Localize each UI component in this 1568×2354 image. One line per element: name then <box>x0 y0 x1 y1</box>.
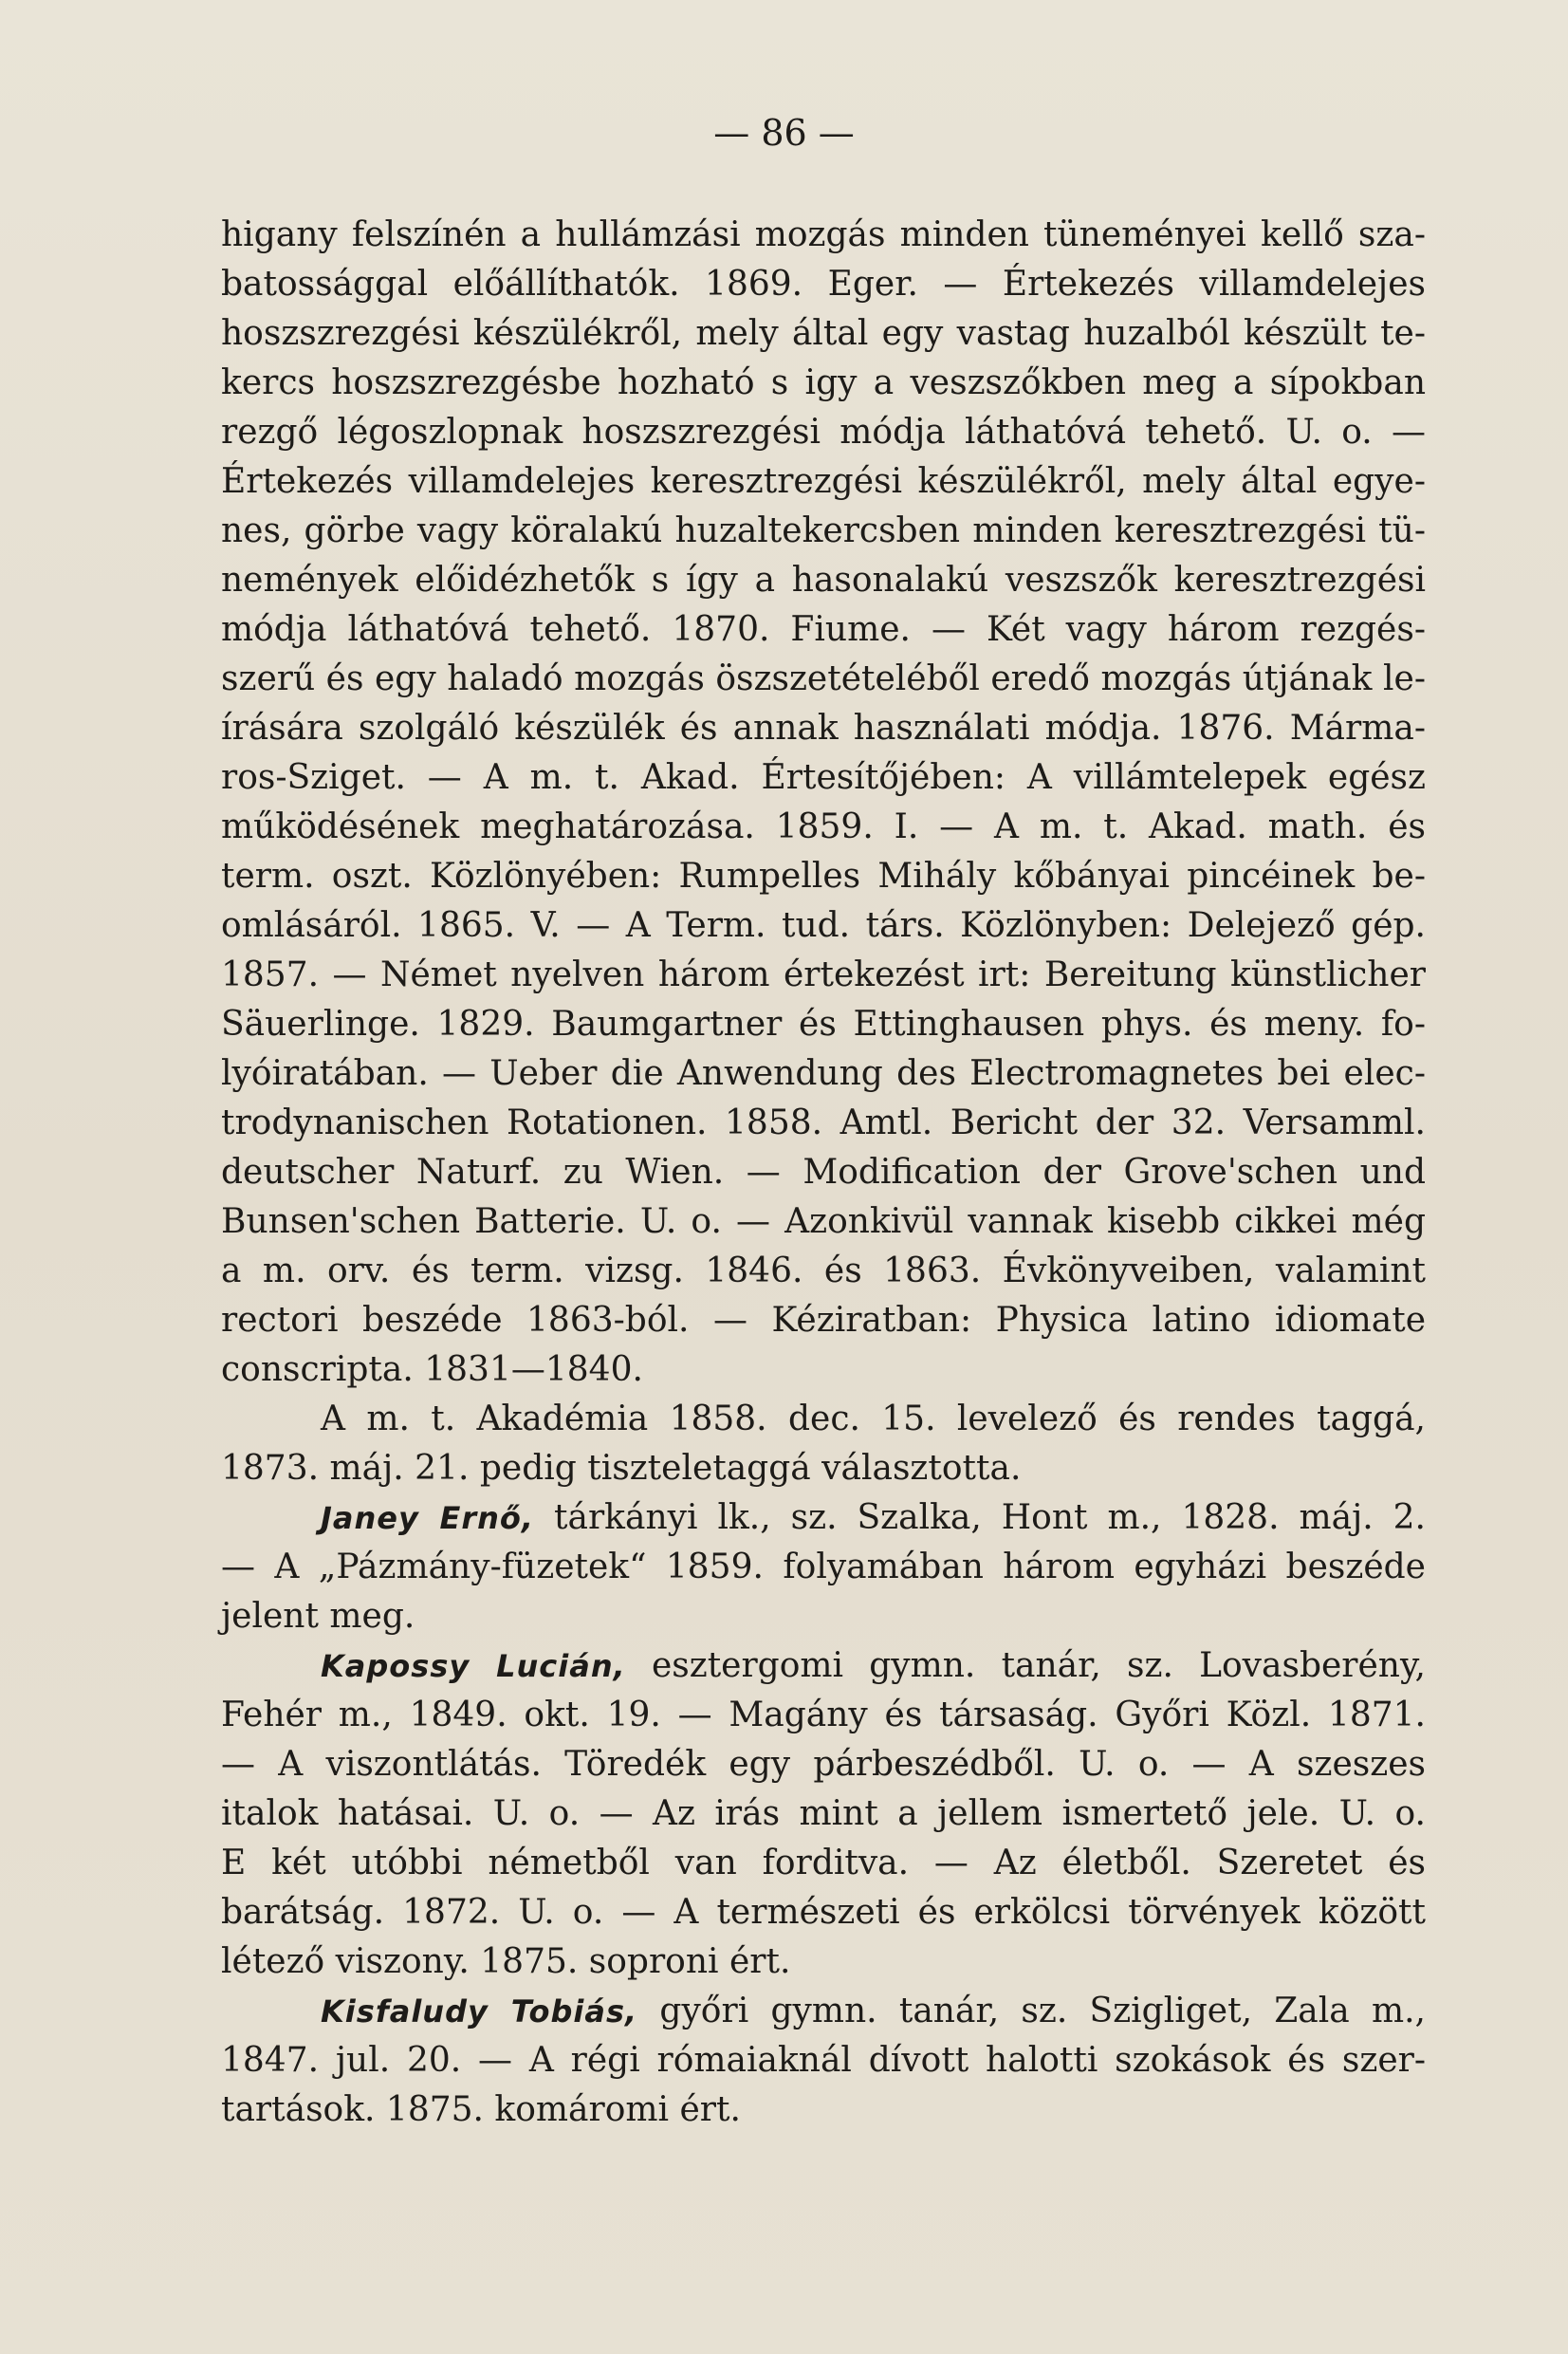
entry-line <box>221 1641 1426 1691</box>
text-line: tartások. 1875. komáromi ért. <box>221 2090 741 2129</box>
text-line: E két utóbbi németből van forditva. — Az életből. Szeretet és <box>221 1844 1426 1882</box>
text-line: hoszszrezgési készülékről, mely által egy vastag huzalból készült te- <box>221 314 1426 353</box>
page-number: — 86 — <box>713 112 855 154</box>
text-line: módja láthatóvá tehető. 1870. Fiume. — Két vagy három rezgés- <box>221 610 1426 649</box>
text-line: 1847. jul. 20. — A régi rómaiaknál dívott halotti szokások és szer- <box>221 2041 1426 2080</box>
person-name: Janey Ernő, <box>321 1500 535 1536</box>
text-line: 1857. — Német nyelven három értekezést irt: Bereitung künstlicher <box>221 955 1426 994</box>
text-line: Säuerlinge. 1829. Baumgartner és Ettinghausen phys. és meny. fo- <box>221 1005 1426 1044</box>
text-line: Bunsen'schen Batterie. U. o. — Azonkivül vannak kisebb cikkei még <box>221 1202 1426 1241</box>
text-line: rectori beszéde 1863-ból. — Kéziratban: Physica latino idiomate <box>221 1301 1426 1340</box>
entry-line <box>221 1493 1426 1543</box>
text-line: ros-Sziget. — A m. t. Akad. Értesítőjében: A villámtelepek egész <box>221 758 1426 797</box>
text-line: 1873. máj. 21. pedig tiszteletaggá választotta. <box>221 1449 1022 1488</box>
text-line: term. oszt. Közlönyében: Rumpelles Mihály kőbányai pincéinek be- <box>221 857 1426 896</box>
text-line: higany felszínén a hullámzási mozgás minden tüneményei kellő sza- <box>221 215 1426 254</box>
text-line: nes, görbe vagy köralakú huzaltekercsben minden keresztrezgési tü- <box>221 511 1426 550</box>
text-line: a m. orv. és term. vizsg. 1846. és 1863. Évkönyveiben, valamint <box>221 1251 1426 1290</box>
text-line: jelent meg. <box>221 1597 415 1636</box>
text-line: italok hatásai. U. o. — Az irás mint a jellem ismertető jele. U. o. <box>221 1794 1426 1833</box>
text-line: barátság. 1872. U. o. — A természeti és erkölcsi törvények között <box>221 1893 1426 1932</box>
text-line: A m. t. Akadémia 1858. dec. 15. levelező és rendes taggá, <box>321 1399 1426 1438</box>
text-line: szerű és egy haladó mozgás öszszetételéből eredő mozgás útjának le- <box>221 659 1426 698</box>
entry-text: győri gymn. tanár, sz. Szigliget, Zala m., <box>659 1992 1426 2030</box>
text-line: conscripta. 1831—1840. <box>221 1350 643 1389</box>
text-line: nemények előidézhetők s így a hasonalakú veszszők keresztrezgési <box>221 561 1426 600</box>
text-line: írására szolgáló készülék és annak használati módja. 1876. Márma- <box>221 709 1426 748</box>
text-line: létező viszony. 1875. soproni ért. <box>221 1942 791 1981</box>
person-name: Kisfaludy Tobiás, <box>321 1993 638 2030</box>
text-line: omlásáról. 1865. V. — A Term. tud. társ. Közlönyben: Delejező gép. <box>221 906 1426 945</box>
text-line: trodynanischen Rotationen. 1858. Amtl. Bericht der 32. Versamml. <box>221 1103 1426 1142</box>
entry-text: tárkányi lk., sz. Szalka, Hont m., 1828. máj. 2. <box>554 1498 1426 1537</box>
person-name: Kapossy Lucián, <box>321 1648 626 1684</box>
text-line: batossággal előállíthatók. 1869. Eger. — Értekezés villamdelejes <box>221 265 1426 304</box>
text-line: lyóiratában. — Ueber die Anwendung des Electromagnetes bei elec- <box>221 1054 1426 1093</box>
text-line: deutscher Naturf. zu Wien. — Modification der Grove'schen und <box>221 1153 1426 1192</box>
text-line: rezgő légoszlopnak hoszszrezgési módja láthatóvá tehető. U. o. — <box>221 413 1426 452</box>
text-line: — A viszontlátás. Töredék egy párbeszédből. U. o. — A szeszes <box>221 1745 1426 1784</box>
text-line: kercs hoszszrezgésbe hozható s igy a veszszőkben meg a sípokban <box>221 363 1426 402</box>
entry-text: esztergomi gymn. tanár, sz. Lovasberény, <box>651 1646 1426 1685</box>
text-line: Értekezés villamdelejes keresztrezgési készülékről, mely által egye- <box>221 462 1426 501</box>
text-line: — A „Pázmány-füzetek“ 1859. folyamában három egyházi beszéde <box>221 1548 1426 1586</box>
body-text <box>221 211 1426 2135</box>
text-line: Fehér m., 1849. okt. 19. — Magány és társaság. Győri Közl. 1871. <box>221 1696 1426 1734</box>
entry-line <box>221 1987 1426 2036</box>
text-line: működésének meghatározása. 1859. I. — A m. t. Akad. math. és <box>221 807 1426 846</box>
